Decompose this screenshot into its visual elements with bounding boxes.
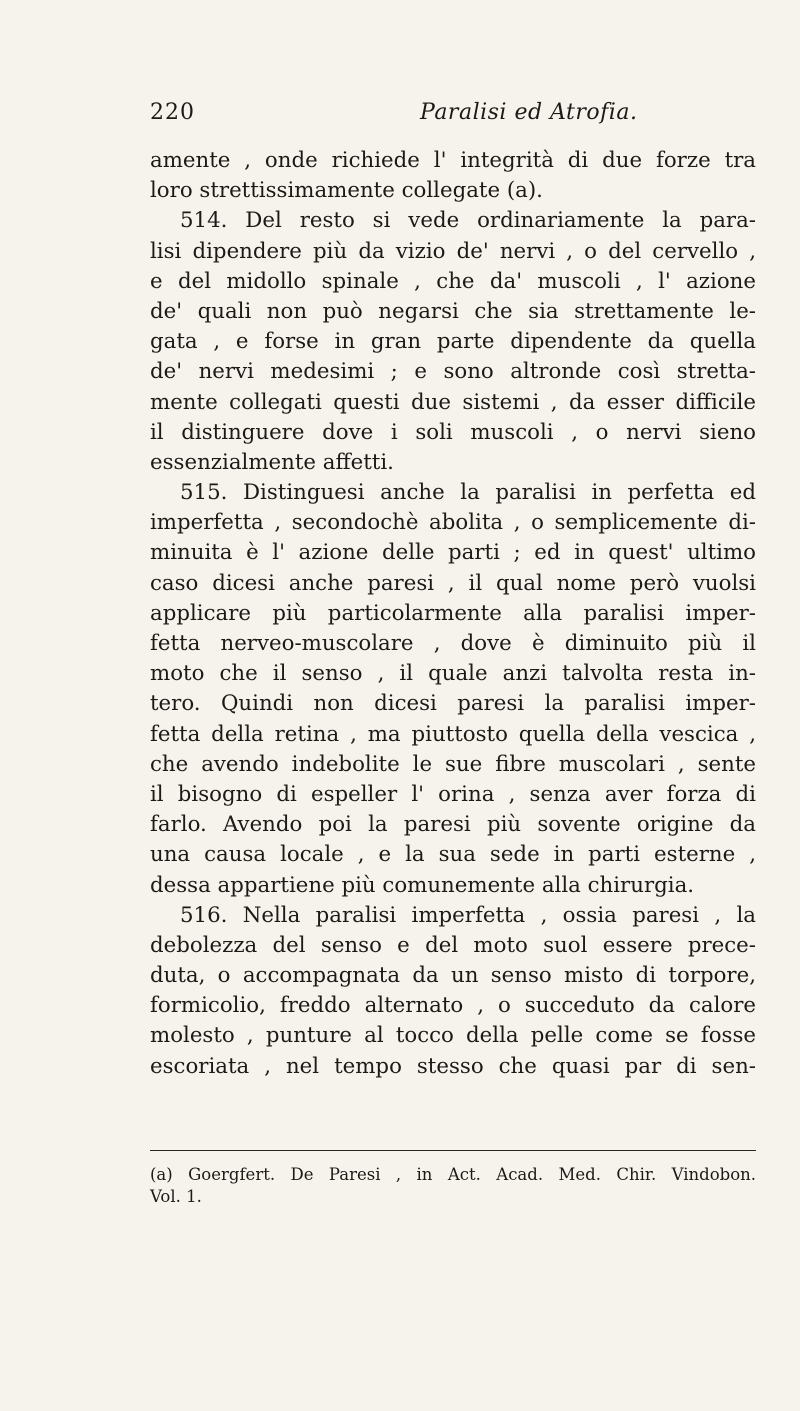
text-line: fetta della retina , ma piuttosto quella della vescica , — [150, 721, 756, 747]
text-line: che avendo indebolite le sue fibre muscolari , sente — [150, 751, 756, 777]
text-line: e del midollo spinale , che da' muscoli , l' azione — [150, 268, 756, 294]
text-line: moto che il senso , il quale anzi talvolta resta in- — [150, 661, 756, 687]
text-line: de' quali non può negarsi che sia strettamente le- — [150, 298, 756, 324]
text-line: formicolio, freddo alternato , o succeduto da calore — [150, 993, 756, 1019]
footnote-divider — [150, 1150, 756, 1151]
text-line: loro strettissimamente collegate (a). — [150, 178, 543, 204]
text-line: molesto , punture al tocco della pelle come se fosse — [150, 1023, 756, 1049]
text-line: il bisogno di espeller l' orina , senza aver forza di — [150, 781, 756, 807]
text-line: minuita è l' azione delle parti ; ed in quest' ultimo — [150, 540, 756, 566]
text-line: dessa appartiene più comunemente alla chirurgia. — [150, 872, 695, 898]
page-number: 220 — [150, 100, 195, 125]
running-title: Paralisi ed Atrofia. — [420, 100, 638, 125]
body-text — [150, 146, 756, 1082]
footnotes — [150, 1164, 756, 1208]
text-line: essenzialmente affetti. — [150, 449, 394, 475]
text-line: caso dicesi anche paresi , il qual nome però vuolsi — [150, 570, 756, 596]
text-line: fetta nerveo-muscolare , dove è diminuito più il — [150, 631, 756, 656]
text-line: farlo. Avendo poi la paresi più sovente origine da — [150, 812, 756, 838]
text-line: amente , onde richiede l' integrità di due forze tra — [150, 148, 756, 173]
text-line: lisi dipendere più da vizio de' nervi , o del cervello , — [150, 238, 756, 264]
paragraph-514-start: 514. Del resto si vede ordinariamente la para- — [180, 208, 756, 234]
paragraph-516-start: 516. Nella paralisi imperfetta , ossia paresi , la — [180, 902, 756, 928]
text-line: applicare più particolarmente alla paralisi imper- — [150, 600, 756, 626]
text-line: imperfetta , secondochè abolita , o semplicemente di- — [150, 510, 756, 536]
text-line: de' nervi medesimi ; e sono altronde così stretta- — [150, 359, 756, 385]
text-line: escoriata , nel tempo stesso che quasi par di sen- — [150, 1053, 756, 1079]
text-line: duta, o accompagnata da un senso misto di torpore, — [150, 963, 756, 989]
text-line: il distinguere dove i soli muscoli , o nervi sieno — [150, 419, 756, 445]
footnote-a: (a) Goergfert. De Paresi , in Act. Acad. Med. Chir. Vindobon. — [150, 1165, 756, 1184]
text-line: tero. Quindi non dicesi paresi la paralisi imper- — [150, 691, 756, 717]
text-line: mente collegati questi due sistemi , da esser difficile — [150, 389, 756, 415]
paragraph-515-start: 515. Distinguesi anche la paralisi in perfetta ed — [180, 480, 756, 506]
text-line: debolezza del senso e del moto suol essere prece- — [150, 932, 756, 958]
text-line: gata , e forse in gran parte dipendente da quella — [150, 329, 756, 355]
footnote-a-continuation: Vol. 1. — [150, 1187, 202, 1206]
text-line: una causa locale , e la sua sede in parti esterne , — [150, 842, 756, 868]
running-head — [150, 100, 750, 134]
